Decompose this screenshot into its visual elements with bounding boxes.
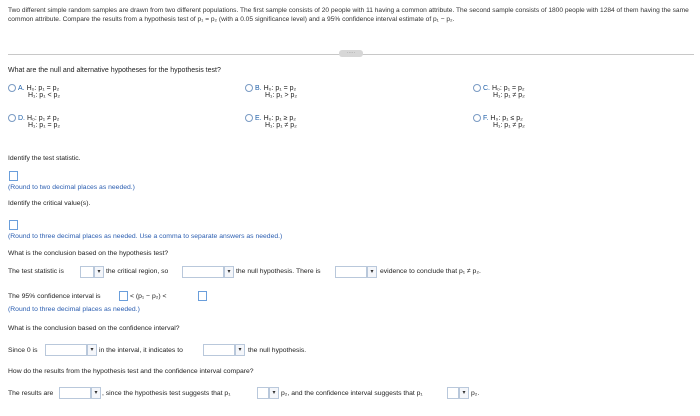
radio-c[interactable] — [473, 84, 481, 92]
ci-relation-select[interactable] — [447, 387, 459, 399]
radio-f[interactable] — [473, 114, 481, 122]
chevron-down-icon[interactable]: ▾ — [91, 387, 101, 399]
option-f-h1: H₁: p₁ ≠ p₂ — [493, 122, 525, 129]
option-e-h0: H₀: p₁ ≥ p₂ — [263, 114, 297, 122]
option-b[interactable]: B. H₀: p₁ = p₂ H₁: p₁ > p₂ — [245, 84, 297, 101]
option-a-h1: H₁: p₁ < p₂ — [28, 92, 61, 99]
option-a[interactable]: A. H₀: p₁ = p₂ H₁: p₁ < p₂ — [8, 84, 60, 101]
results-select[interactable] — [59, 387, 91, 399]
results-are-label: The results are — [8, 390, 54, 397]
since-zero-label: Since 0 is — [8, 347, 38, 354]
chevron-down-icon[interactable]: ▾ — [87, 344, 97, 356]
option-b-h0: H₀: p₁ = p₂ — [263, 84, 297, 92]
option-f-h0: H₀: p₁ ≤ p₂ — [490, 114, 523, 122]
option-f[interactable]: F. H₀: p₁ ≤ p₂ H₁: p₁ ≠ p₂ — [473, 114, 525, 131]
crit-region-label: the critical region, so — [106, 268, 169, 275]
compare-question: How do the results from the hypothesis test and the confidence interval compare? — [8, 368, 254, 375]
question-hypotheses: What are the null and alternative hypotheses for the hypothesis test? — [8, 67, 221, 74]
ci-null-action-select[interactable] — [203, 344, 235, 356]
chevron-down-icon[interactable]: ▾ — [367, 266, 377, 278]
problem-statement: Two different simple random samples are drawn from two different populations. The first sample consists of 20 people with 11 having a common attribute. The second sample consists of 1800 people with 1284 of them having the same common attribute. Compare the results from a hypothesis test of p₁ = p₂ (with a 0.05 significance level) and a 95% confidence interval estimate of p₁ − p₂. — [8, 7, 689, 23]
option-c-h0: H₀: p₁ = p₂ — [491, 84, 525, 92]
collapse-handle[interactable]: ····· — [339, 50, 363, 57]
round-three-hint-b: (Round to three decimal places as needed.) — [8, 306, 140, 313]
option-e-h1: H₁: p₁ ≠ p₂ — [265, 122, 297, 129]
radio-d[interactable] — [8, 114, 16, 122]
radio-a[interactable] — [8, 84, 16, 92]
zero-in-select[interactable] — [45, 344, 87, 356]
p2-and-label: p₂, and the confidence interval suggests that p₁ — [281, 390, 423, 397]
round-three-hint: (Round to three decimal places as needed. Use a comma to separate answers as needed.) — [8, 233, 283, 240]
since-test-label: , since the hypothesis test suggests that p₁ — [102, 390, 231, 397]
the-null-label: the null hypothesis. — [248, 347, 307, 354]
in-interval-label: in the interval, it indicates to — [99, 347, 183, 354]
option-d[interactable]: D. H₀: p₁ ≠ p₂ H₁: p₁ = p₂ — [8, 114, 60, 131]
test-stat-relation-select[interactable] — [80, 266, 94, 278]
option-d-h1: H₁: p₁ = p₂ — [28, 122, 61, 129]
null-there-is-label: the null hypothesis. There is — [236, 268, 321, 275]
chevron-down-icon[interactable]: ▾ — [94, 266, 104, 278]
option-a-h0: H₀: p₁ = p₂ — [26, 84, 60, 92]
option-b-h1: H₁: p₁ > p₂ — [265, 92, 298, 99]
null-action-select[interactable] — [182, 266, 224, 278]
evidence-select[interactable] — [335, 266, 367, 278]
ci-lower-input[interactable] — [119, 291, 128, 301]
chevron-down-icon[interactable]: ▾ — [224, 266, 234, 278]
p2-end-label: p₂. — [471, 390, 480, 397]
option-c[interactable]: C. H₀: p₁ = p₂ H₁: p₁ ≠ p₂ — [473, 84, 525, 101]
chevron-down-icon[interactable]: ▾ — [235, 344, 245, 356]
round-two-hint: (Round to two decimal places as needed.) — [8, 184, 135, 191]
ci-middle: < (p₁ − p₂) < — [130, 293, 167, 300]
ci-conclusion-question: What is the conclusion based on the confidence interval? — [8, 325, 180, 332]
option-e[interactable]: E. H₀: p₁ ≥ p₂ H₁: p₁ ≠ p₂ — [245, 114, 297, 131]
chevron-down-icon[interactable]: ▾ — [269, 387, 279, 399]
evidence-label: evidence to conclude that p₁ ≠ p₂. — [380, 268, 481, 275]
option-c-h1: H₁: p₁ ≠ p₂ — [493, 92, 525, 99]
radio-e[interactable] — [245, 114, 253, 122]
option-d-h0: H₀: p₁ ≠ p₂ — [26, 114, 60, 122]
test-statistic-input[interactable] — [9, 171, 18, 181]
critical-values-input[interactable] — [9, 220, 18, 230]
chevron-down-icon[interactable]: ▾ — [459, 387, 469, 399]
identify-critical-values: Identify the critical value(s). — [8, 200, 91, 207]
conclusion-test-question: What is the conclusion based on the hypothesis test? — [8, 250, 169, 257]
test-stat-is-label: The test statistic is — [8, 268, 64, 275]
radio-b[interactable] — [245, 84, 253, 92]
ci-upper-input[interactable] — [198, 291, 207, 301]
identify-test-statistic: Identify the test statistic. — [8, 155, 81, 162]
ci-label: The 95% confidence interval is — [8, 293, 101, 300]
test-relation-select[interactable] — [257, 387, 269, 399]
